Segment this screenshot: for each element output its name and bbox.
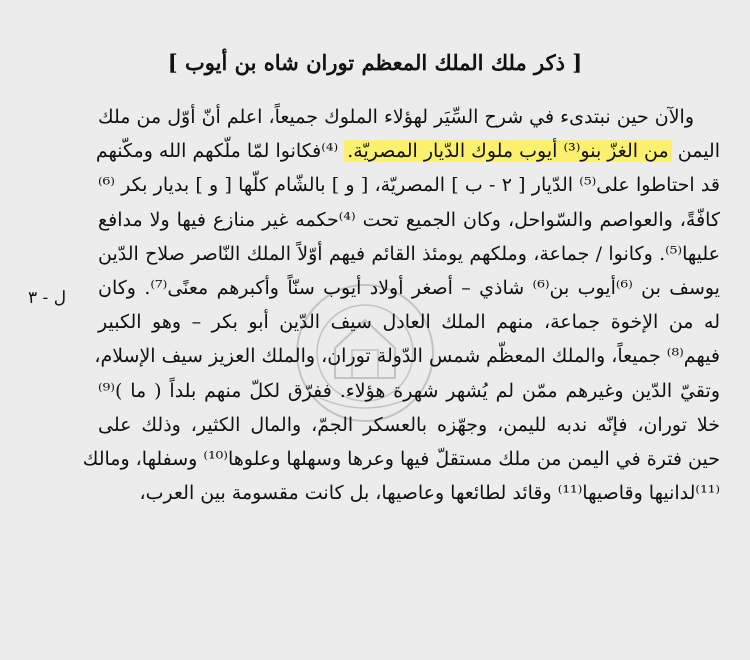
text-line: له من الإخوة جماعة، منهم الملك العادل سيف الدّين أبو بكر – وهو الكبير	[98, 311, 720, 334]
body-text	[82, 100, 720, 510]
text-line: اليمن من الغزّ بنو⁽³⁾ أيوب ملوك الدّيار المصريّة. ⁽⁴⁾فكانوا لمّا ملّكهم الله ومكّنهم	[95, 140, 720, 163]
text-line: حين فترة في اليمن من ملك مستقلّ فيها وعرها وسهلها وعلوها⁽¹⁰⁾ وسفلها، ومالك	[82, 447, 720, 470]
text-line: يوسف بن ⁽⁶⁾أيوب بن⁽⁶⁾ شاذي – أصغر أولاد أيوب سنّاً وأكبرهم معنًى⁽⁷⁾. وكان	[98, 276, 720, 299]
section-heading: [ ذكر ملك الملك المعظم توران شاه بن أيوب ]	[167, 50, 583, 75]
text-line: عليها⁽⁵⁾. وكانوا / جماعة، وملكهم يومئذ القائم فيهم أوّلاً الملك النّاصر صلاح الدّين	[98, 242, 720, 265]
text-line: وتقيّ الدّين وغيرهم ممّن لم يُشهر شهرة هؤلاء. ففرّق لكلّ منهم بلداً ( ما )⁽⁹⁾	[98, 379, 720, 402]
text-line: والآن حين نبتدىء في شرح السِّيَر لهؤلاء الملوك جميعاً، اعلم أنّ أوّل من ملك	[98, 106, 694, 128]
text-line: فيهم⁽⁸⁾ جميعاً، والملك المعظّم شمس الدّولة توران، والملك العزيز سيف الإسلام،	[94, 345, 720, 368]
text-line: قد احتاطوا على⁽⁵⁾ الدّيار [ ٢ - ب ] المصريّة، [ و ] بالشّام كلّها [ و ] بديار بكر ⁽⁶⁾	[98, 174, 720, 197]
text-line: خلا توران، فإنّه ندبه لليمن، وجهّزه بالعسكر الجمّ، والمال الكثير، وذلك على	[98, 413, 720, 436]
text-line: كافّةً، والعواصم والسّواحل، وكان الجميع تحت ⁽⁴⁾حكمه غير منازع فيها ولا مدافع	[98, 208, 720, 231]
margin-note: ل - ٣	[28, 288, 67, 308]
text-line: ⁽¹¹⁾لدانيها وقاصيها⁽¹¹⁾ وقائد لطائعها وعاصيها، بل كانت مقسومة بين العرب،	[139, 482, 720, 505]
highlighted-phrase: من الغزّ بنو⁽³⁾ أيوب ملوك الدّيار المصريّة.	[344, 140, 671, 162]
